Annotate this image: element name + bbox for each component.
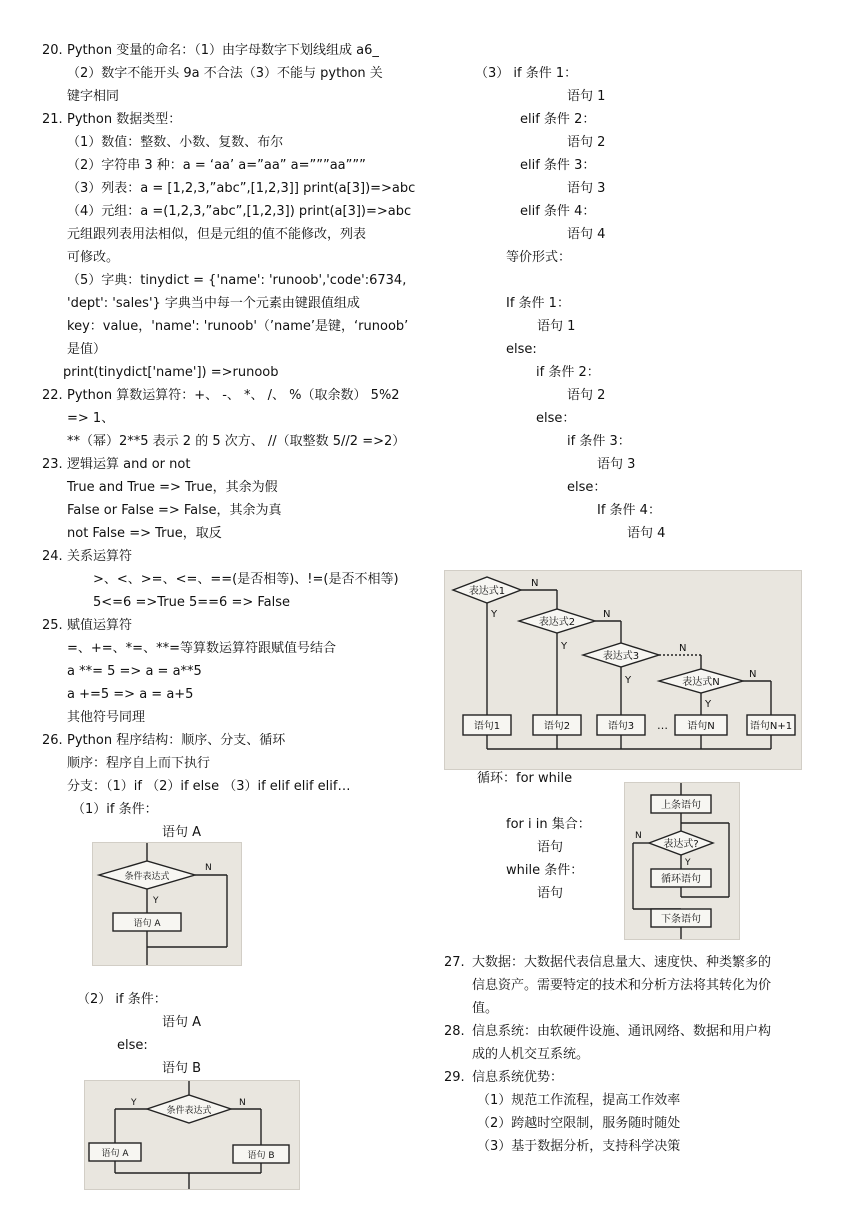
yes-label: Y [491,609,498,620]
item-25-line-3: a +=5 => a = a+5 [67,687,194,702]
item-21-line-9: key：value，'name': 'runoob'（’name’是键，‘runoob’ [67,319,409,334]
branch-2-else: else: [117,1038,148,1053]
item-26-title: Python 程序结构：顺序、分支、循环 [67,733,286,748]
item-29-line-2: （2）跨越时空限制，服务随时随处 [477,1116,681,1131]
ellipsis-dots: … [657,719,668,732]
item-number: 26. [42,733,63,748]
expr-2-label: 表达式2 [538,617,576,628]
item-28-line-1: 信息系统：由软硬件设施、通讯网络、数据和用户构 [472,1024,772,1039]
expr-n-label: 表达式N [682,677,720,688]
item-25-line-1: =、+=、*=、**=等算数运算符跟赋值号结合 [67,641,336,656]
if-else-flowchart [84,1080,300,1190]
stmt-3-label: 语句3 [607,721,635,732]
loop-body-label: 循环语句 [661,874,701,885]
expr-3-label: 表达式3 [602,651,640,662]
yes-label: Y [153,896,159,906]
loop-condition-label: 表达式? [663,839,699,850]
nested-stmt-3: 语句 3 [597,457,636,472]
branch-3-elif-4: elif 条件 4： [520,204,596,219]
item-number: 24. [42,549,63,564]
item-22-line-3: **（幂）2**5 表示 2 的 5 次方、 //（取整数 5//2 =>2） [67,434,406,449]
item-number: 28. [444,1024,465,1039]
item-29-line-3: （3）基于数据分析，支持科学决策 [477,1139,681,1154]
item-23-line-1: True and True => True，其余为假 [67,480,278,495]
item-21-line-3: （3）列表：a = [1,2,3,”abc”,[1,2,3]] print(a[3])=>abc [67,181,416,196]
item-25-line-2: a **= 5 => a = a**5 [67,664,202,679]
loop-flowchart [624,782,740,940]
branch-2-stmt-a: 语句 A [162,1015,202,1030]
item-number: 27. [444,955,465,970]
nested-if-1: If 条件 1： [506,296,570,311]
statement-label: 语句 A [133,919,161,929]
item-23-title: 逻辑运算 and or not [67,457,191,472]
branch-1-body: 语句 A [162,825,202,840]
condition-label: 条件表达式 [124,872,170,882]
yes-label: Y [625,675,632,686]
item-20-line-3: 键字相同 [67,89,120,104]
branch-3-elif-3: elif 条件 3： [520,158,596,173]
nested-if-4: If 条件 4： [597,503,661,518]
branch-3-stmt-1: 语句 1 [567,89,606,104]
item-21-line-5: 元组跟列表用法相似，但是元组的值不能修改，列表 [67,227,367,242]
no-label: N [635,831,642,841]
branch-2-stmt-b: 语句 B [162,1061,202,1076]
if-flowchart-svg [93,843,241,965]
item-22-line-2: => 1、 [67,411,115,426]
stmt-2-label: 语句2 [543,721,571,732]
yes-label: Y [705,699,712,710]
equivalent-form-label: 等价形式： [506,250,572,265]
item-27-line-1: 大数据：大数据代表信息量大、速度快、种类繁多的 [472,955,772,970]
expr-1-label: 表达式1 [468,586,506,597]
if-else-flowchart-svg [85,1081,299,1189]
no-label: N [239,1098,246,1108]
stmt-n-label: 语句N [687,721,715,732]
item-number: 21. [42,112,63,127]
yes-label: Y [685,858,691,868]
item-24-line-1: >、<、>=、<=、==(是否相等)、!=(是否不相等) [93,572,399,587]
nested-if-3: if 条件 3： [567,434,631,449]
statement-b-label: 语句 B [247,1151,275,1161]
stmt-n1-label: 语句N+1 [749,721,793,732]
nested-stmt-4: 语句 4 [627,526,666,541]
nested-if-2: if 条件 2： [536,365,600,380]
item-23-line-2: False or False => False，其余为真 [67,503,282,518]
no-label: N [531,578,539,589]
branch-3-stmt-3: 语句 3 [567,181,606,196]
prev-stmt-label: 上条语句 [661,800,701,811]
branch-2-head: （2） if 条件： [77,992,167,1007]
for-body: 语句 [537,840,564,855]
elif-flowchart [444,570,802,770]
no-label: N [603,609,611,620]
branch-3-elif-2: elif 条件 2： [520,112,596,127]
nested-stmt-2: 语句 2 [567,388,606,403]
item-26-line-2: 分支：（1）if （2）if else （3）if elif elif elif… [67,779,351,794]
for-head: for i in 集合： [506,817,591,832]
nested-else-2: else： [536,411,576,426]
item-22-line-1: Python 算数运算符：+、 -、 *、 /、 %（取余数） 5%2 [67,388,400,403]
if-flowchart [92,842,242,966]
condition-label: 条件表达式 [166,1106,212,1116]
item-20-line-2: （2）数字不能开头 9a 不合法（3）不能与 python 关 [67,66,383,81]
item-21-title: Python 数据类型： [67,112,182,127]
item-25-line-4: 其他符号同理 [67,710,146,725]
yes-label: Y [131,1098,137,1108]
item-29-title: 信息系统优势： [472,1070,564,1085]
branch-3-stmt-4: 语句 4 [567,227,606,242]
nested-stmt-1: 语句 1 [537,319,576,334]
item-29-line-1: （1）规范工作流程，提高工作效率 [477,1093,681,1108]
yes-label: Y [561,641,568,652]
no-label: N [679,643,687,654]
nested-else-3: else： [567,480,607,495]
item-21-line-4: （4）元组：a =(1,2,3,”abc”,[1,2,3]) print(a[3])=>abc [67,204,412,219]
item-number: 25. [42,618,63,633]
item-21-line-6: 可修改。 [67,250,120,265]
item-21-line-8: 'dept': 'sales'} 字典当中每一个元素由键跟值组成 [67,296,360,311]
branch-3-stmt-2: 语句 2 [567,135,606,150]
loop-flowchart-svg [625,783,739,939]
nested-else-1: else: [506,342,537,357]
item-21-line-2: （2）字符串 3 种：a = ‘aa’ a=”aa” a=”””aa””” [67,158,366,173]
item-24-line-2: 5<=6 =>True 5==6 => False [93,595,290,610]
item-number: 22. [42,388,63,403]
item-28-line-2: 成的人机交互系统。 [472,1047,590,1062]
item-24-title: 关系运算符 [67,549,133,564]
item-23-line-3: not False => True，取反 [67,526,222,541]
while-body: 语句 [537,886,564,901]
while-head: while 条件： [506,863,584,878]
item-number: 23. [42,457,63,472]
no-label: N [749,669,757,680]
item-21-line-1: （1）数值：整数、小数、复数、布尔 [67,135,284,150]
item-number: 20. [42,43,63,58]
next-stmt-label: 下条语句 [661,914,701,925]
item-27-line-3: 值。 [472,1001,499,1016]
branch-3-head: （3） if 条件 1： [475,66,578,81]
item-25-title: 赋值运算符 [67,618,133,633]
item-21-line-7: （5）字典：tinydict = {'name': 'runoob','code':6734, [67,273,407,288]
item-20-line-1: Python 变量的命名：（1）由字母数字下划线组成 a6_ [67,43,379,58]
branch-1-head: （1）if 条件： [72,802,158,817]
item-number: 29. [444,1070,465,1085]
item-26-line-1: 顺序：程序自上而下执行 [67,756,211,771]
stmt-1-label: 语句1 [473,721,501,732]
no-label: N [205,863,212,873]
loop-title: 循环：for while [477,771,573,786]
statement-a-label: 语句 A [101,1149,129,1159]
item-21-line-10: 是值） [67,342,107,357]
elif-flowchart-svg [445,571,801,769]
item-21-line-11: print(tinydict['name']) =>runoob [63,365,279,380]
item-27-line-2: 信息资产。需要特定的技术和分析方法将其转化为价 [472,978,772,993]
